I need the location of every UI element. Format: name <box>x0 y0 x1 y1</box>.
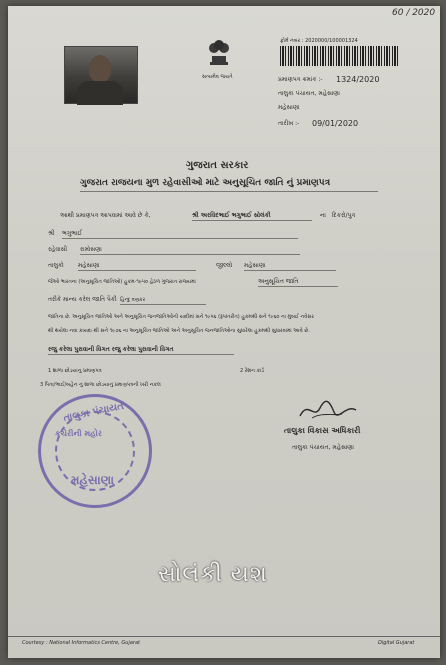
caste-value: હિન્દુ વણકર <box>120 297 146 303</box>
cert-no-label: પ્રમાણપત્ર ક્રમાંક :- <box>278 76 323 83</box>
body-para-1: જાતિના છે. અનુસૂચિત જાતિઓ અને અનુસૂચિત જનજાતિઓની યાદીમાં સને ૧૯૫૬ (રૂપાંતરીત) હુકમથી સને ૧૯૬૦ ના મુંબઈ નવેસર <box>48 314 314 320</box>
father-name: ભગુભાઈ <box>62 230 83 237</box>
body-para-2: થી થયેલા નવા કાયદા થી સને ૧૯૭૬ ના અનુસૂચિત જાતિઓ અને અનુસૂચિત જનજાતિઓના સુધારેલા હુકમથી સુધારવામાં આવે છે. <box>48 328 310 334</box>
relation-value: દિકરો/પુત્ર <box>332 212 356 219</box>
footer-courtesy: Courtesy : National Informatics Centre, Gujarat <box>22 640 140 646</box>
corner-note: 60 / 2020 <box>392 8 436 18</box>
caste-type: અનુસૂચિત જાતિ <box>258 278 299 285</box>
national-emblem-icon <box>204 34 234 74</box>
footer-brand: Digital Gujarat <box>378 640 415 646</box>
district-label: જીલ્લો <box>216 262 233 269</box>
certificate-heading: ગુજરાત રાજયના મુળ રહેવાસીઓ માટે અનુસૂચિત જાતિ નું પ્રમાણપત્ર <box>80 178 331 188</box>
evidence-heading: રજુ કરેલા પુરાવાની વિગત રજુ કરેલા પુરાવાની વિગત <box>48 346 174 353</box>
caste-line: જેઓ ભારતના (અનુસૂચિત જાતિઓ) હુકમ-૧૯૫૦ હેઠળ ગુજરાત રાજ્યમાં <box>48 279 196 285</box>
taluka-label: તાલુકો <box>48 262 64 269</box>
intro-text: આથી પ્રમાણપત્ર આપવામાં આવે છે કે, <box>60 212 151 219</box>
taluka-value: મહેસાણા <box>78 262 100 269</box>
signature <box>298 398 358 422</box>
office-line: તાલુકા પંચાયત, મહેસાણા <box>278 90 341 97</box>
emblem-caption: સત્યમેવ જયતે <box>202 74 233 80</box>
caste-label: તરીકે માન્ય કરેલ જાતિ પૈકી <box>48 296 117 303</box>
stamp-middle: કચેરીની મહોર <box>55 429 102 438</box>
office-stamp <box>38 394 152 508</box>
footer <box>8 636 440 637</box>
district-value: મહેસાણા <box>244 262 266 269</box>
stamp-top: તાલુકા પંચાયત <box>62 400 125 425</box>
barcode-id: ફોર્મ નંબર : 2020000/100001324 <box>280 38 358 44</box>
handwritten-name: સોલંકી યશ <box>158 562 268 587</box>
relation-label: ના <box>320 212 326 219</box>
applicant-photo <box>64 46 138 104</box>
evidence-item-2: 2 રેશન કાર્ડ <box>240 368 265 374</box>
evidence-item-1: 1 શાળા છોડયાનુ પ્રમાણપત્ર <box>48 368 102 374</box>
issue-date: 09/01/2020 <box>312 119 359 128</box>
applicant-name: શ્રી અરવિંદભાઈ ભગુભાઈ સોલંકી <box>192 212 271 219</box>
resident-label: રહેવાસી <box>48 246 68 253</box>
certificate-page <box>8 6 440 658</box>
father-label: શ્રી <box>48 230 55 237</box>
signatory-title: તાલુકા વિકાસ અધિકારી <box>284 426 361 435</box>
district-line: મહેસાણા <box>278 104 300 111</box>
date-label: તારીખ :- <box>278 120 300 127</box>
evidence-item-3: 3 પિતા/ભાઈ/બહેન નું શાળા છોડયાનું પ્રમાણપત્રની ખરી નકલ <box>40 382 161 388</box>
government-title: ગુજરાત સરકાર <box>186 160 249 171</box>
stamp-bottom: મહેસાણા <box>71 473 115 487</box>
barcode <box>280 46 400 66</box>
resident-value: રામોસણા <box>80 246 102 253</box>
cert-no: 1324/2020 <box>336 75 380 84</box>
signatory-office: તાલુકા પંચાયત, મહેસાણા <box>292 444 355 451</box>
